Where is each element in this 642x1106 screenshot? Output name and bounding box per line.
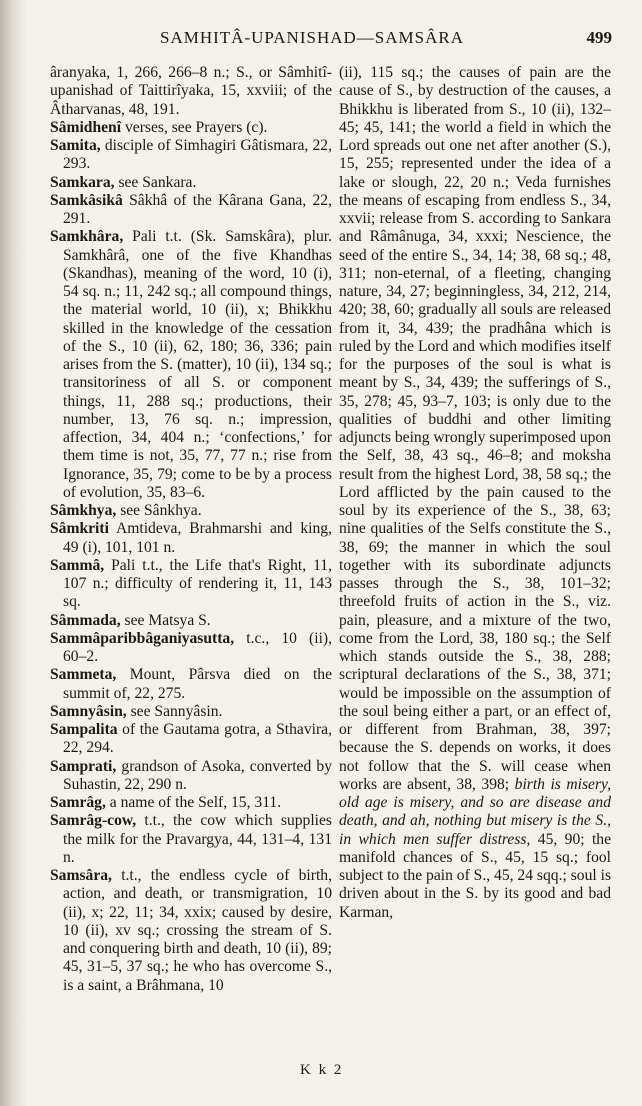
index-entry: Sammâ, Pali t.t., the Life that's Right, 11, 107 n.; difficulty of rendering it, 11, 143 sq. [50,556,332,611]
entry-head: Samkara, [50,173,115,191]
index-entry: Sâmkhya, see Sânkhya. [50,502,202,519]
index-entry: Sammeta, Mount, Pârsva died on the summit of, 22, 275. [50,666,332,702]
index-entry: Sammâparibbâganiyasutta, t.c., 10 (ii), 60–2. [50,629,332,665]
signature-mark: K k 2 [300,1062,344,1078]
entry-head: Sâmidhenî [50,118,122,136]
index-entry: Sâmmada, see Matsya S. [50,611,211,629]
entry-head: Samrâg-cow, [50,812,137,830]
entry-head: Sampalita [50,721,118,738]
index-entry-continued: (ii), 115 sq.; the causes of pain are the cause of S., by destruction of the causes, a Bhikkhu is liberated from S., 10 (ii), 132–45; 45, 141; the world a field in which the Lord spreads out one net after another (S.), 15, 255; represented under the idea of a lake or slough, 22, 20 n.; Veda furnishes the means of escaping from endless S., 34, xxvii; release from S. according to Sankara and Râmânuga, 34, xxxi; Nescience, the seed of the entire S., 34, 14; 38, 68 sq.; 48, 311; non-eternal, of a fleeting, changing nature, 34, 27; beginningless, 34, 212, 214, 420; 38, 60; gradually all souls are released from it, 34, 439; the pradhâna which is ruled by the Lord and which modifies itself for the purposes of the soul is what is meant by S., 34, 439; the sufferings of S., 35, 278; 45, 93–7, 103; is only due to the qualities of buddhi and other limiting adjuncts being wrongly superimposed upon the Self, 38, 43 sq., 46–8; and moksha result from the highest Lord, 38, 58 sq.; the Lord afflicted by the pain caused to the soul by its experience of the S., 38, 63; nine qualities of the Selfs constitute the S., 38, 69; the manner in which the soul together with its subordinate adjuncts passes through the S., 38, 101–32; threefold fruits of action in the S., viz. pain, pleasure, and a mixture of the two, come from the Lord, 38, 180 sq.; the Self which stands outside the S., 38, 288; scriptural declarations of the S., 38, 371; would be impossible on the assumption of the soul being either a part, or an effect of, or different from Brahman, 38, 397; because the S. depends on works, it does not follow that the S. will cease when works are absent, 38, 398; birth is misery, old age is misery, and so are disease and death, and ah, nothing but misery is the S., in which men suffer distress, 45, 90; the manifold chances of S., 45, 15 sq.; fool subject to the pain of S., 45, 24 sqq.; soul is driven about in the S. by its good and bad Karman, [339,64,612,921]
index-entry: Samita, disciple of Simhagiri Gâtismara, 22, 293. [50,137,332,173]
quoted-passage: birth is misery, old age is misery, and so are disease and death, and ah, nothing but misery is the S., in which men suffer distress, [339,775,611,848]
index-entry: Samrâg, a name of the Self, 15, 311. [50,794,282,811]
index-entry: Samkhâra, Pali t.t. (Sk. Samskâra), plur. Samkhârâ, one of the five Khandhas (Skandhas), meaning of the word, 10 (i), 54 sq. n.; 11, 242 sq.; all compound things, the material world, 10 (ii), x; Bhikkhu skilled in the knowledge of the cessation of the S., 10 (ii), 62, 180; 36, 336; pain arises from the S. (matter), 10 (ii), 134 sq.; transitoriness of all S. or component things, 11, 288 sq.; productions, their number, 13, 76 sq. n.; impression, affection, 34, 404 n.; ‘confections,’ for them time is not, 35, 77, 77 n.; rise from Ignorance, 35, 79; come to be by a process of evolution, 35, 83–6. [50,228,332,501]
entry-head: Samita, [50,137,101,154]
left-column [50,64,332,995]
running-head [80,28,620,52]
right-column [339,64,611,922]
entry-head: Samsâra, [50,867,112,884]
entry-head: Sâmkhya, [50,502,117,519]
index-entry: Samrâg-cow, t.t., the cow which supplies the milk for the Pravargya, 44, 131–4, 131 n. [50,812,332,866]
index-entry: Sâmkriti Amtideva, Brahmarshi and king, 49 (i), 101, 101 n. [50,520,332,556]
entry-head: Sammâ, [50,556,105,574]
entry-head: Sammâparibbâganiyasutta, [50,629,235,647]
index-entry: Samnyâsin, see Sannyâsin. [50,702,223,720]
entry-head: Samprati, [50,757,117,775]
index-entry: Sâmidhenî verses, see Prayers (c). [50,118,268,136]
entry-head: Sammeta, [50,666,117,684]
entry-head: Sâmmada, [50,611,121,629]
index-entry: âranyaka, 1, 266, 266–8 n.; S., or Sâmhitî-upanishad of Taittirîyaka, 15, xxviii; of the Âtharvanas, 48, 191. [50,64,332,118]
binding-shadow [0,0,26,1106]
index-entry: Sampalita of the Gautama gotra, a Sthavira, 22, 294. [50,721,332,757]
running-title: SAMHITÂ-UPANISHAD—SAMSÂRA [160,28,464,47]
index-entry: Samkâsikâ Sâkhâ of the Kârana Gana, 22, 291. [50,191,332,227]
entry-head: Samnyâsin, [50,702,127,720]
entry-head: Samkâsikâ [50,191,123,209]
entry-head: Samrâg, [50,794,106,811]
page-number: 499 [586,28,612,47]
index-entry: Samkara, see Sankara. [50,173,197,191]
index-entry: Samprati, grandson of Asoka, converted by Suhastin, 22, 290 n. [50,757,332,793]
entry-head: Samkhâra, [50,228,124,246]
entry-head: Sâmkriti [50,520,109,538]
index-entry: Samsâra, t.t., the endless cycle of birth, action, and death, or transmigration, 10 (ii), x; 22, 11; 34, xxix; caused by desire, 10 (ii), xv sq.; crossing the stream of S. and conquering birth and death, 10 (ii), 89; 45, 31–5, 37 sq.; he who has overcome S., is a saint, a Brâhmana, 10 [50,867,332,994]
